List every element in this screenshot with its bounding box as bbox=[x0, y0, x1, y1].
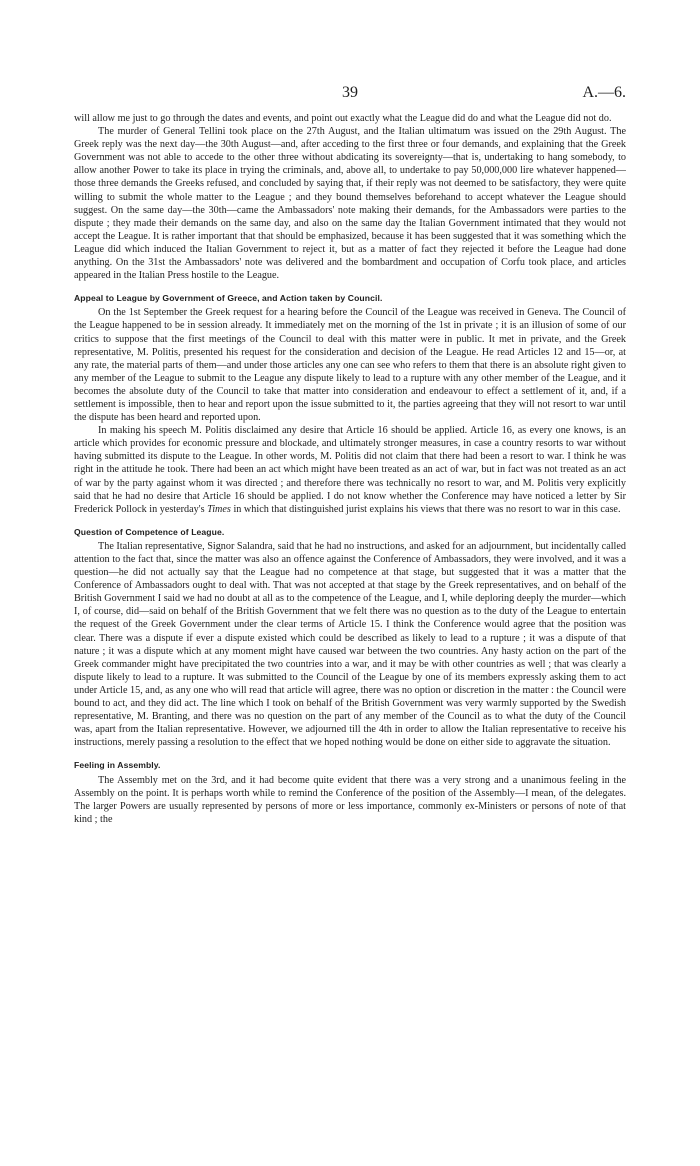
paragraph: The Assembly met on the 3rd, and it had become quite evident that there was a very strong and a unanimous feeling in the Assembly on the point. It is perhaps worth while to remind the Conference of the position of the Assembly—I mean, of the delegates. The larger Powers are usually represented by persons of more or less importance, commonly ex-Ministers or persons of note of that kind ; the bbox=[74, 774, 626, 825]
newspaper-title: Times bbox=[207, 503, 231, 515]
page-number: 39 bbox=[342, 84, 358, 101]
section-heading: Feeling in Assembly. bbox=[74, 760, 161, 771]
document-reference: A.—6. bbox=[582, 84, 626, 101]
page-header bbox=[74, 84, 626, 104]
paragraph-text: in which that distinguished jurist explains his views that there was no resort to war in this case. bbox=[230, 503, 621, 515]
paragraph-text: In making his speech M. Politis disclaimed any desire that Article 16 should be applied. Article 16, as every one knows, is an article which provides for economic pressure and blockade, and ultimately stronger measures, in case a country resorts to war without having submitted its dispute to the League. In other words, M. Politis did not claim that there had been a resort to war. I think he was right in the attitude he took. There had been an act which might have been treated as an act of war, but in fact was not treated as an act of war by the party against whom it was directed ; and therefore there was technically no resort to war, and M. Politis very explicitly said that he had no desire that Article 16 should be applied. I do not know whether the Conference may have noticed a letter by Sir Frederick Pollock in yesterday's bbox=[74, 425, 626, 515]
paragraph: The murder of General Tellini took place on the 27th August, and the Italian ultimatum was issued on the 29th August. The Greek reply was the next day—the 30th August—and, after acceding to the first three or four demands, and explaining that the Greek Government was not able to accede to the other three without abdicating its sovereignty—that is, undertaking to hang somebody, to allow another Power to take its place in trying the criminals, and, above all, to undertake to pay 50,000,000 lire whatever happened—those three demands the Greeks refused, and concluded by saying that, if their reply was not deemed to be satisfactory, they were quite willing to submit the whole matter to the League ; and they bound themselves beforehand to accept whatever the League should suggest. On the same day—the 30th—came the Ambassadors' note making their demands, for the Ambassadors were parties to the dispute ; they made their demands on the same day, and also on the same day the Italian Government intimated that they would not accept the League. It is rather important that that should be emphasized, because it has been suggested that it was something which the League did which induced the Italian Government to reject it, but as a matter of fact they rejected it before the League had done anything. On the 31st the Ambassadors' note was delivered and the bombardment and occupation of Corfu took place, and articles appeared in the Italian Press hostile to the League. bbox=[74, 126, 626, 282]
document-body bbox=[74, 112, 626, 826]
paragraph bbox=[74, 424, 626, 516]
paragraph: On the 1st September the Greek request for a hearing before the Council of the League was received in Geneva. The Council of the League happened to be in session already. It immediately met on the morning of the 1st in private ; it is an illusion of some of our critics to suppose that the first meetings of the Council to deal with this matter were in public. It met in private, and the Greek representative, M. Politis, presented his request for the consideration and decision of the League. He read Articles 12 and 15—or, at any rate, the material parts of them—and under those articles any one can see who refers to them that there is an absolute right given to any member of the League to submit to the League any dispute likely to lead to a rupture with any other member of the League, and it becomes the absolute duty of the Council to take that matter into consideration and endeavour to effect a settlement of it, and, if a settlement is impossible, then to hear and report upon the issue submitted to it, the parties agreeing that they will not resort to war until the dispute has been heard and reported upon. bbox=[74, 307, 626, 424]
section-heading: Appeal to League by Government of Greece, and Action taken by Council. bbox=[74, 293, 383, 304]
paragraph: The Italian representative, Signor Salandra, said that he had no instructions, and asked for an adjournment, but incidentally called attention to the fact that, since the matter was also an offence against the Conference of Ambassadors, they were involved, and it was a question—he did not actually say that the League had no competence at that stage, but suggested that it was a matter that the Conference of Ambassadors ought to deal with. That was not accepted at that stage by the Greek representatives, and on behalf of the British Government I said we had no doubt at all as to the competence of the League, and I, while deploring deeply the murder—which I, of course, did—said on behalf of the British Government that we felt there was no question as to the duty of the League to entertain the request of the Greek Government under the clear terms of Article 15. I think the Conference would agree that the position was clear. There was a dispute if ever a dispute existed which could be described as likely to lead to a rupture ; it was a dispute of that nature ; it was a dispute which at any moment might have caused war between the two countries. Any hasty action on the part of the Greek commander might have precipitated the two countries into a war, and it may be with other countries as well ; that was clearly a dispute likely to lead to a rupture. It was submitted to the Council of the League by one of its members expressly asking them to act under Article 15, and, as any one who will read that article will agree, there was no option or discretion in the matter : the Council were bound to act, and they did act. The line which I took on behalf of the British Government was very warmly supported by the Swedish representative, M. Branting, and there was no question on the part of any member of the Council as to what the duty of the Council was, apart from the Italian representative. However, we adjourned till the 4th in order to allow the Italian representative to receive his instructions, merely passing a resolution to the effect that we hoped nothing would be done on either side to aggravate the situation. bbox=[74, 540, 626, 749]
paragraph: will allow me just to go through the dates and events, and point out exactly what the League did do and what the League did not do. bbox=[74, 113, 612, 124]
section-heading: Question of Competence of League. bbox=[74, 526, 225, 537]
